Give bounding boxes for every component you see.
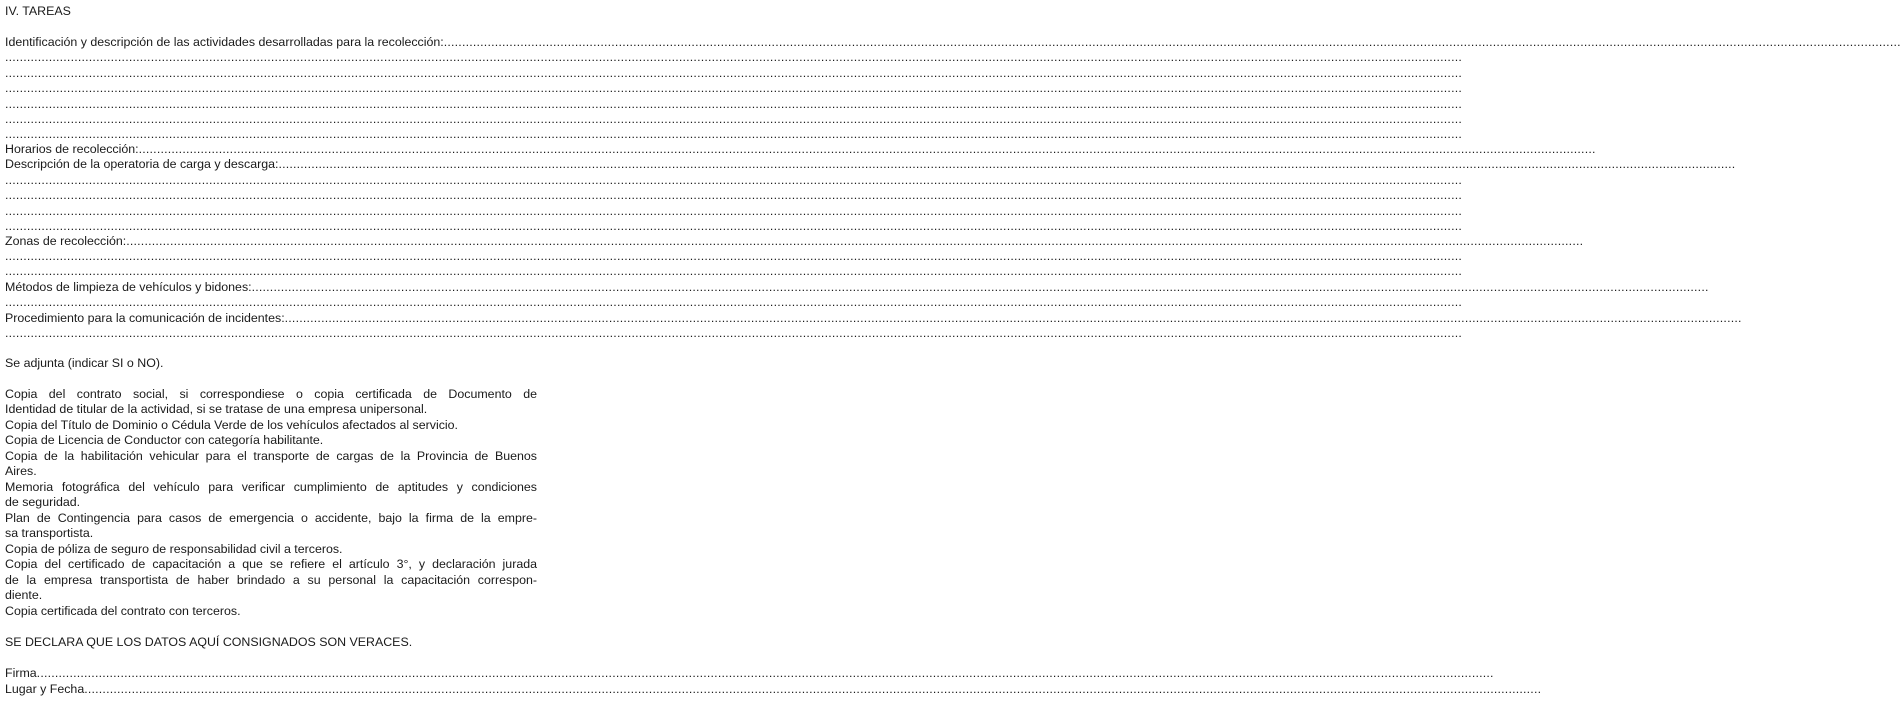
field-identificacion[interactable] [5,35,1901,51]
fill-dots: ................................................................................................................................................................................................................................................................................................................................................................................................................ [251,280,1709,294]
fill-dots: ................................................................................................................................................................................................................................................................................................................................................................................................................ [126,234,1584,248]
document-line: Copia del contrato social, si correspondiese o copia certificada de Documento de [5,387,537,401]
signature-firma-label: Firma [5,666,37,680]
field-zonas[interactable] [5,234,1584,250]
signature-firma[interactable] [5,666,1494,682]
document-line: diente. [5,588,43,602]
document-line: Copia de la habilitación vehicular para el transporte de cargas de la Provincia de Buenos [5,449,537,463]
blank-line[interactable]: ................................................................................................................................................................................................................................................................................................................................................................................................................ [5,81,1463,95]
field-descripcion-operatoria[interactable] [5,157,1736,173]
field-procedimiento-incidentes-label: Procedimiento para la comunicación de incidentes: [5,311,285,325]
blank-line[interactable]: ................................................................................................................................................................................................................................................................................................................................................................................................................ [5,295,1463,309]
blank-line[interactable]: ................................................................................................................................................................................................................................................................................................................................................................................................................ [5,249,1463,263]
section-title: IV. TAREAS [5,4,71,18]
field-horarios[interactable] [5,142,1596,158]
fill-dots: ................................................................................................................................................................................................................................................................................................................................................................................................................ [84,682,1542,696]
blank-line[interactable]: ................................................................................................................................................................................................................................................................................................................................................................................................................ [5,66,1463,80]
blank-line[interactable]: ................................................................................................................................................................................................................................................................................................................................................................................................................ [5,97,1463,111]
blank-line[interactable]: ................................................................................................................................................................................................................................................................................................................................................................................................................ [5,112,1463,126]
document-line: sa transportista. [5,526,94,540]
field-metodos-limpieza-label: Métodos de limpieza de vehículos y bidones: [5,280,252,294]
fill-dots: ................................................................................................................................................................................................................................................................................................................................................................................................................ [443,35,1901,49]
field-procedimiento-incidentes[interactable] [5,311,1742,327]
blank-line[interactable]: ................................................................................................................................................................................................................................................................................................................................................................................................................ [5,204,1463,218]
document-line: de la empresa transportista de haber brindado a su personal la capacitación correspon- [5,573,537,587]
field-zonas-label: Zonas de recolección: [5,234,127,248]
document-line: Copia del certificado de capacitación a que se refiere el artículo 3°, y declaración jurada [5,557,537,571]
fill-dots: ................................................................................................................................................................................................................................................................................................................................................................................................................ [284,311,1742,325]
declaration: SE DECLARA QUE LOS DATOS AQUÍ CONSIGNADOS SON VERACES. [5,635,413,649]
blank-line[interactable]: ................................................................................................................................................................................................................................................................................................................................................................................................................ [5,264,1463,278]
blank-line[interactable]: ................................................................................................................................................................................................................................................................................................................................................................................................................ [5,173,1463,187]
blank-line[interactable]: ................................................................................................................................................................................................................................................................................................................................................................................................................ [5,127,1463,141]
document-line: Aires. [5,464,37,478]
fill-dots: ................................................................................................................................................................................................................................................................................................................................................................................................................ [278,157,1736,171]
document-line: Plan de Contingencia para casos de emergencia o accidente, bajo la firma de la empre- [5,511,537,525]
document-line: Copia certificada del contrato con terceros. [5,604,241,618]
fill-dots: ................................................................................................................................................................................................................................................................................................................................................................................................................ [36,666,1494,680]
blank-line[interactable]: ................................................................................................................................................................................................................................................................................................................................................................................................................ [5,219,1463,233]
field-identificacion-label: Identificación y descripción de las actividades desarrolladas para la recolección: [5,35,444,49]
document-line: de seguridad. [5,495,81,509]
blank-line[interactable]: ................................................................................................................................................................................................................................................................................................................................................................................................................ [5,50,1463,64]
fill-dots: ................................................................................................................................................................................................................................................................................................................................................................................................................ [138,142,1596,156]
document-line: Copia del Título de Dominio o Cédula Verde de los vehículos afectados al servicio. [5,418,458,432]
document-line: Copia de póliza de seguro de responsabilidad civil a terceros. [5,542,343,556]
document-line: Memoria fotográfica del vehículo para verificar cumplimiento de aptitudes y condiciones [5,480,537,494]
document-line: Copia de Licencia de Conductor con categoría habilitante. [5,433,324,447]
blank-line[interactable]: ................................................................................................................................................................................................................................................................................................................................................................................................................ [5,188,1463,202]
signature-lugar-fecha-label: Lugar y Fecha [5,682,85,696]
field-descripcion-operatoria-label: Descripción de la operatoria de carga y descarga: [5,157,279,171]
blank-line[interactable]: ................................................................................................................................................................................................................................................................................................................................................................................................................ [5,326,1463,340]
field-metodos-limpieza[interactable] [5,280,1709,296]
document-line: Identidad de titular de la actividad, si se tratase de una empresa unipersonal. [5,402,428,416]
signature-lugar-fecha[interactable] [5,682,1542,698]
field-horarios-label: Horarios de recolección: [5,142,139,156]
adjunta-intro: Se adjunta (indicar SI o NO). [5,356,164,370]
